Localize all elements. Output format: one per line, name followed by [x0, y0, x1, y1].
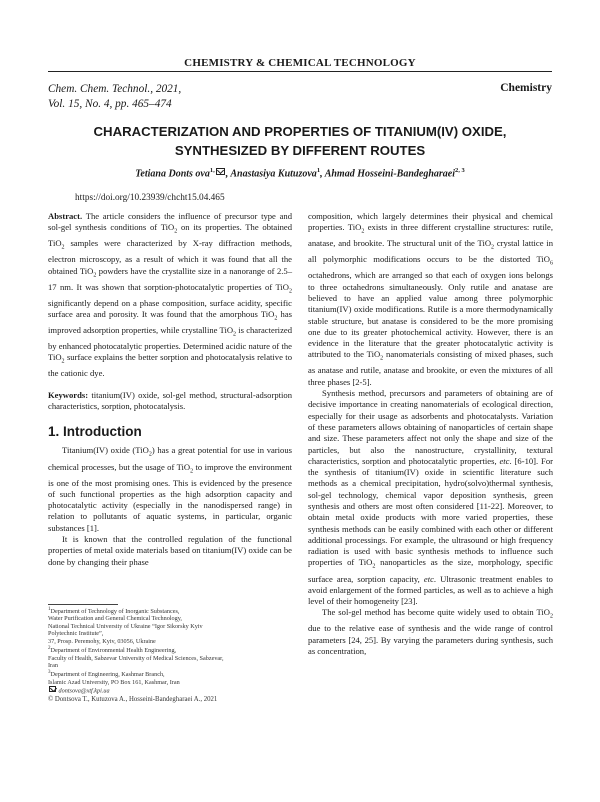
citation-line-2: Vol. 15, No. 4, pp. 465–474	[48, 98, 172, 110]
footnote-2: $^2$Department of Environmental Health Engineering,	[48, 646, 177, 655]
abstract-label: Abstract.	[48, 211, 83, 221]
citation-line-1: Chem. Chem. Technol., 2021,	[48, 83, 182, 95]
doi-link[interactable]: https://doi.org/10.23939/chcht15.04.465	[75, 193, 225, 203]
footnote-3: $^3$Department of Engineering, Kashmar Branch,	[48, 670, 165, 679]
copyright: © Dontsova T., Kutuzova A., Hosseini-Bandegharaei A., 2021	[48, 696, 218, 704]
footnote-rule	[48, 604, 118, 605]
author-2-affil: 1	[316, 167, 321, 174]
author-2: Anastasiya Kutuzova	[230, 168, 317, 180]
header-rule	[48, 71, 552, 72]
citation	[48, 82, 181, 112]
title-line-2: SYNTHESIZED BY DIFFERENT ROUTES	[174, 143, 426, 158]
right-paragraph-1: composition, which largely determines their physical and chemical properties. TiO$_2$ exists in three different crystalline structures: rutile, anatase, and brookite. The structural unit of the TiO$_2$ crystal lattice in all polymorphic modifications occurs to be the distorted TiO$_6$ octahedrons, which are arranged so that each of oxygen ions belongs to three octahedrons simultaneously. Only rutile and anatase are believed to have an applied value among three polymorphic titanium(IV) oxide modifications. Rutile is a more thermodynamically stable structure, but anatase is considered to be the more promising one due to its greater photochemical activity. However, there is an evidence in the literature that the greater photocatalytic activity is attributed to the TiO$_2$ nanomaterials consisting of mixed phases, such as anatase and rutile, anatase and brookite, or even the mixtures of all three phases [2-5].	[308, 211, 554, 387]
introduction-heading: 1. Introduction	[48, 424, 142, 440]
author-1-affil: 1,	[209, 167, 215, 174]
intro-paragraph-2: It is known that the controlled regulation of the functional properties of metal oxide materials based on titanium(IV) oxide can be done by changing their phase	[48, 534, 292, 567]
author-3-affil: 2, 3	[455, 167, 465, 174]
author-1: Tetiana Donts ova	[135, 168, 210, 180]
abstract: Abstract. The article considers the influence of precursor type and sol-gel synthesis conditions of TiO$_2$ on its properties. The obtained TiO$_2$ samples were characterized by X-ray diffraction methods, electron microscopy, as a result of which it was found that all the obtained TiO$_2$ powders have the crystallite size in a nanorange of 2.5–17 nm. It was shown that sorption-photocatalytic properties of TiO$_2$ significantly depend on a phase composition, surface acidity, specific surface area and porosity. It was found that the amorphous TiO$_2$ has improved adsorption properties, while crystalline TiO$_2$ is characterized by enhanced photocatalytic properties. Determined acidic nature of the TiO$_2$ surface explains the better sorption and photocatalysis relative to the cationic dye.	[48, 211, 292, 379]
keywords: Keywords: titanium(IV) oxide, sol-gel method, structural-adsorption characteristics, sorption, photocatalysis.	[48, 389, 292, 411]
paper-title	[30, 122, 570, 160]
author-email[interactable]: dontsova@xtf.kpi.ua	[58, 687, 110, 695]
footnote-1: $^1$Department of Technology of Inorganic Substances,	[48, 607, 180, 616]
author-3: Ahmad Hosseini-Bandegharaei	[324, 168, 456, 180]
keywords-label: Keywords:	[48, 389, 89, 400]
footnotes: $^1$Department of Technology of Inorganic Substances, Water Purification and General Chemical Technology, National Technical University of Ukraine “Igor Sikorsky Kyiv Polytechnic Institute”, 37, Prosp. Peremohy, Kyiv, 03056, Ukraine $^2$Department of Environmental Health Engineering, Faculty of Health, Sabzevar University of Medical Sciences, Sabzevar, Iran $^3$Department of Engineering, Kashmar Branch, Islamic Azad University, PO Box 161, Kashmar, Iran dontsova@xtf.kpi.ua © Dontsova T., Kutuzova A., Hosseini-Bandegharaei A., 2021	[48, 606, 298, 704]
footnote-email	[48, 686, 298, 695]
journal-header: CHEMISTRY & CHEMICAL TECHNOLOGY	[184, 57, 416, 69]
right-column	[308, 211, 553, 657]
section-label: Chemistry	[500, 82, 552, 94]
authors: Tetiana Donts ova$^{1,}$ , Anastasiya Kutuzova$^1$, Ahmad Hosseini-Bandegharaei$^{2, 3}$	[135, 167, 465, 180]
intro-paragraph-1: Titanium(IV) oxide (TiO$_2$) has a great potential for use in various chemical processes, but the usage of TiO$_2$ to improve the environment is one of the most promising ones. This is evidenced by the presence of such functional properties as the high adsorption capacity and photocatalytic activity (especially in the nanodispersed range) in relation to pollutants of aquatic systems, in particular, organic substances [1].	[48, 445, 293, 533]
email-envelope-icon	[49, 686, 56, 692]
right-paragraph-3: The sol-gel method has become quite widely used to obtain TiO$_2$ due to the relative ease of synthesis and the wide range of control parameters [24, 25]. By varying the parameters during synthesis, such as concentration,	[308, 607, 553, 656]
left-column	[48, 211, 292, 568]
email-envelope-icon	[216, 168, 225, 175]
right-paragraph-2: Synthesis method, precursors and parameters of obtaining are of decisive importance in creating nanomaterials of ecological direction, especially for their usage as adsorbents and photocatalysts. Variation of these parameters allows obtaining of nanoparticles of certain shape and size. These parameters affect not only the shape and size of the particles, but also the nanostructure, crystallinity, textural characteristics, sorption and photocatalytic properties, etc. [6-10]. For the synthesis of titanium(IV) oxide in scientific literature such methods as a chemical precipitation, hydro(solvo)thermal synthesis, sol-gel technology, chemical vapor deposition synthesis, green synthesis and others are most often considered [11-22]. Moreover, to obtain metal oxide products with more varied properties, these synthesis methods can be easily combined with each other or different additional processings. For example, the ultrasound or high frequency radiation is used with basic synthesis methods to influence such properties of TiO$_2$ nanoparticles as the size, morphology, specific surface area, sorption capacity, etc. Ultrasonic treatment enables to avoid enlargement of the formed particles, as well as to achieve a high level of their homogeneity [23].	[308, 388, 553, 607]
title-line-1: CHARACTERIZATION AND PROPERTIES OF TITANIUM(IV) OXIDE,	[93, 124, 507, 139]
